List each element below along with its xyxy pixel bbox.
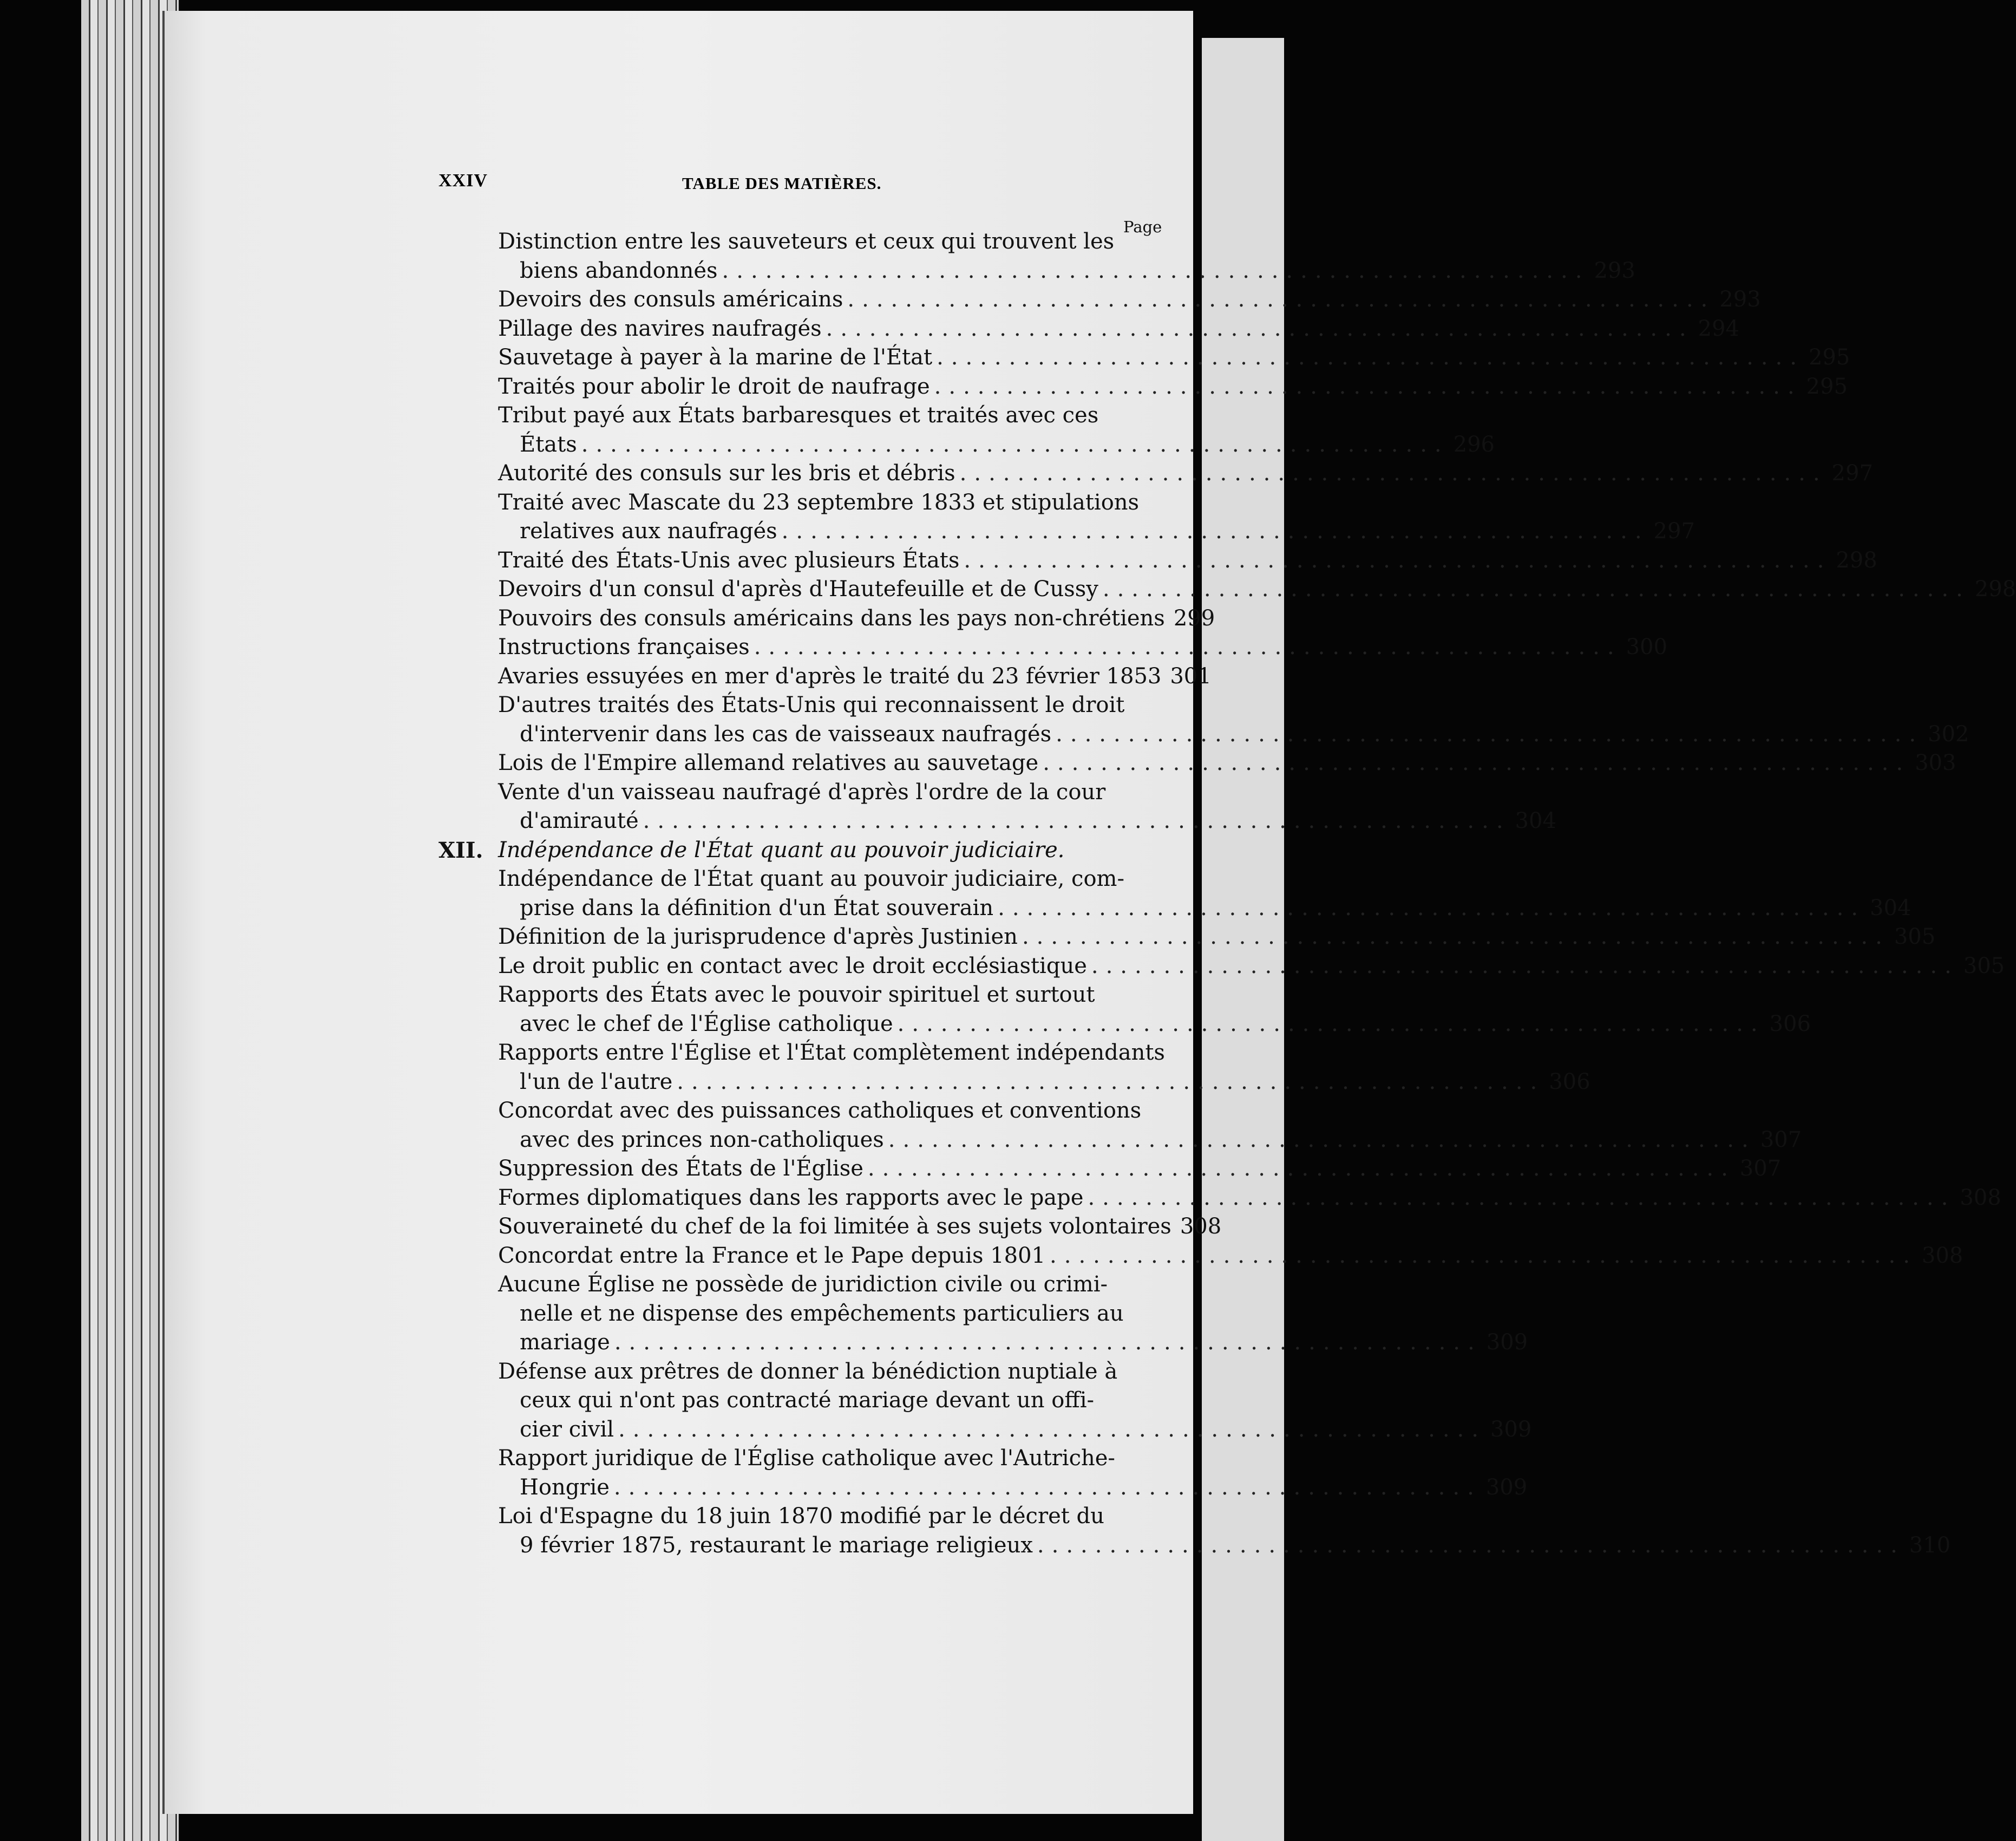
entry-line: Vente d'un vaisseau naufragé d'après l'ordre de la cour: [498, 779, 1106, 805]
leader-dots: ............................................................: [934, 374, 1802, 399]
entry-line: Définition de la jurisprudence d'après Justinien: [498, 924, 1018, 949]
leader-dots: ............................................................: [613, 1474, 1482, 1500]
toc-entry: [438, 952, 2005, 981]
entry-last-line: [498, 1068, 1590, 1097]
leader-dots: ............................................................: [1091, 953, 1959, 978]
entry-line: Rapport juridique de l'Église catholique avec l'Autriche-: [498, 1446, 1115, 1471]
entry-line: Indépendance de l'État quant au pouvoir judiciaire, com-: [498, 866, 1124, 891]
leader-dots: ............................................................: [754, 635, 1622, 660]
leader-dots: ............................................................: [1056, 721, 1924, 747]
page-number: 295: [1808, 345, 1850, 370]
leader-dots: ............................................................: [826, 316, 1694, 341]
page-number: 297: [1653, 519, 1695, 544]
leader-dots: ............................................................: [847, 287, 1716, 312]
toc-entry: [438, 343, 1850, 373]
page-number: 298: [1974, 577, 2016, 602]
page-number: 296: [1453, 432, 1495, 457]
page-number: 293: [1719, 287, 1761, 312]
toc-entry: [438, 1212, 1222, 1242]
page-number: 298: [1836, 547, 1877, 573]
toc-entry: [438, 1444, 1528, 1502]
toc-entry: [438, 749, 1956, 778]
entry-line: Rapports des États avec le pouvoir spirituel et surtout: [498, 982, 1095, 1007]
toc-entry: [438, 1357, 1532, 1445]
page-number: 299: [1173, 605, 1215, 631]
toc-entry: [438, 604, 1215, 634]
entry-line: Souveraineté du chef de la foi limitée à ses sujets volontaires: [498, 1214, 1171, 1239]
entry-line: Concordat entre la France et le Pape depuis 1801: [498, 1243, 1046, 1268]
entry-line: Pouvoirs des consuls américains dans les pays non-chrétiens: [498, 605, 1165, 631]
entry-line: Traité avec Mascate du 23 septembre 1833 et stipulations: [498, 489, 1140, 515]
toc-entry: [438, 633, 1667, 662]
leader-dots: ............................................................: [964, 547, 1832, 573]
entry-last-line: [498, 1415, 1532, 1445]
entry-line: biens abandonnés: [520, 258, 718, 283]
entry-last-line: [498, 1184, 2001, 1213]
leader-dots: ............................................................: [1050, 1243, 1917, 1268]
entry-line: Devoirs d'un consul d'après d'Hautefeuille et de Cussy: [498, 577, 1098, 602]
toc-entry: [438, 1154, 1782, 1184]
leader-dots: ............................................................: [867, 1156, 1736, 1181]
entry-last-line: [498, 1010, 1811, 1039]
page-number: 309: [1485, 1474, 1528, 1500]
page-number: 309: [1486, 1330, 1528, 1355]
page-number: 301: [1170, 663, 1212, 689]
toc-entry: [438, 373, 1848, 402]
toc-entry: [438, 662, 1212, 691]
entry-line: Traité des États-Unis avec plusieurs États: [498, 547, 960, 573]
leader-dots: ............................................................: [937, 345, 1804, 370]
entry-last-line: [498, 1328, 1528, 1357]
entry-last-line: [498, 285, 1761, 315]
entry-line: Formes diplomatiques dans les rapports avec le pape: [498, 1185, 1084, 1210]
page-number: 307: [1760, 1127, 1802, 1152]
leader-dots: ............................................................: [722, 258, 1590, 283]
entry-last-line: [498, 373, 1848, 402]
entry-last-line: [498, 1212, 1222, 1242]
entry-last-line: [498, 923, 1936, 952]
entry-last-line: [498, 546, 1877, 576]
entry-last-line: [498, 517, 1695, 546]
entry-line: Défense aux prêtres de donner la bénédiction nuptiale à: [498, 1359, 1118, 1384]
section-title: Indépendance de l'État quant au pouvoir judiciaire.: [498, 837, 1065, 863]
entry-last-line: [498, 1154, 1782, 1184]
running-header: [438, 171, 1158, 203]
folio: XXIV: [438, 171, 488, 191]
page-number: 308: [1180, 1214, 1222, 1239]
entry-line: Avaries essuyées en mer d'après le traité du 23 février 1853: [498, 663, 1162, 689]
entry-line: cier civil: [520, 1416, 614, 1442]
entry-line: Aucune Église ne possède de juridiction civile ou crimi-: [498, 1272, 1108, 1297]
toc-entry: [438, 546, 1877, 576]
entry-line: D'autres traités des États-Unis qui reconnaissent le droit: [498, 693, 1125, 717]
toc-entry: [438, 1242, 1963, 1271]
toc-entry: [438, 865, 1912, 923]
toc-entry: [438, 778, 1556, 836]
page-number: 307: [1739, 1156, 1782, 1181]
entry-line: États: [520, 432, 577, 457]
entry-line: Concordat avec des puissances catholiques et conventions: [498, 1098, 1142, 1123]
page-number: 306: [1549, 1069, 1590, 1094]
section-number: XII.: [438, 837, 483, 863]
leader-dots: ............................................................: [643, 808, 1511, 833]
leader-dots: ............................................................: [1022, 924, 1890, 949]
page-column-label: Page: [1123, 218, 1162, 236]
entry-last-line: [498, 315, 1739, 344]
entry-line: Suppression des États de l'Église: [498, 1156, 863, 1181]
page-number: 300: [1626, 635, 1667, 660]
entry-last-line: [498, 952, 2005, 981]
toc-entry: [438, 488, 1695, 546]
page-number: 305: [1894, 924, 1936, 949]
leader-dots: ............................................................: [614, 1330, 1482, 1355]
page-number: 302: [1928, 721, 1969, 747]
toc-entry: [438, 691, 1969, 749]
toc-entry: [438, 923, 1936, 952]
page-number: 297: [1831, 461, 1873, 486]
entry-line: prise dans la définition d'un État souverain: [520, 895, 994, 920]
entry-line: Hongrie: [520, 1474, 610, 1500]
toc-entry: [438, 1096, 1802, 1154]
entry-last-line: [498, 343, 1850, 373]
entry-line: d'intervenir dans les cas de vaisseaux naufragés: [520, 721, 1052, 747]
entry-line: Distinction entre les sauveteurs et ceux qui trouvent les: [498, 229, 1115, 254]
entry-line: Sauvetage à payer à la marine de l'État: [498, 345, 933, 370]
entry-line: avec le chef de l'Église catholique: [520, 1011, 893, 1036]
entry-last-line: [498, 894, 1912, 923]
leader-dots: ............................................................: [888, 1127, 1756, 1152]
entry-line: Loi d'Espagne du 18 juin 1870 modifié par le décret du: [498, 1504, 1104, 1529]
entry-line: nelle et ne dispense des empêchements particuliers au: [520, 1301, 1124, 1326]
entry-line: Pillage des navires naufragés: [498, 316, 822, 341]
leader-dots: ............................................................: [1043, 750, 1911, 775]
page-number: 306: [1769, 1011, 1811, 1036]
page-number: 310: [1909, 1532, 1951, 1558]
leader-dots: ............................................................: [1102, 577, 1971, 602]
entry-line: 9 février 1875, restaurant le mariage religieux: [520, 1532, 1033, 1558]
entry-line: Instructions françaises: [498, 635, 750, 660]
entry-line: mariage: [520, 1330, 610, 1355]
page-number: 305: [1963, 953, 2005, 978]
entry-line: d'amirauté: [520, 808, 639, 833]
page-number: 304: [1870, 895, 1912, 920]
entry-last-line: [498, 720, 1969, 749]
page-number: 293: [1594, 258, 1635, 283]
leader-dots: ............................................................: [897, 1011, 1765, 1036]
entry-line: Traités pour abolir le droit de naufrage: [498, 374, 930, 399]
leader-dots: ............................................................: [781, 519, 1650, 544]
entry-last-line: [498, 1126, 1802, 1155]
toc-entry: [438, 1039, 1590, 1096]
entry-last-line: [498, 459, 1873, 488]
entry-last-line: [498, 604, 1215, 634]
entry-line: ceux qui n'ont pas contracté mariage devant un offi-: [520, 1388, 1095, 1413]
page-number: 308: [1921, 1243, 1963, 1268]
entry-line: relatives aux naufragés: [520, 519, 777, 544]
toc-entry: [438, 1184, 2001, 1213]
toc-entry: [438, 401, 1495, 459]
toc-entry: [438, 575, 2016, 604]
toc-entry: [438, 1502, 1951, 1560]
toc-entry: [438, 315, 1739, 344]
entry-line: l'un de l'autre: [520, 1069, 673, 1094]
entry-line: Tribut payé aux États barbaresques et traités avec ces: [498, 403, 1099, 428]
entry-last-line: [498, 257, 1635, 286]
entry-line: Rapports entre l'Église et l'État complètement indépendants: [498, 1040, 1165, 1065]
toc-entry: [438, 981, 1811, 1039]
running-title: TABLE DES MATIÈRES.: [682, 174, 882, 193]
toc-entry: [438, 285, 1761, 315]
section-heading: [438, 836, 1158, 865]
leader-dots: ............................................................: [959, 461, 1828, 486]
entry-last-line: [498, 430, 1495, 460]
entry-last-line: [498, 1473, 1528, 1503]
entry-last-line: [498, 633, 1667, 662]
entry-last-line: [498, 1242, 1963, 1271]
page-number: 309: [1490, 1416, 1532, 1442]
entry-last-line: [498, 662, 1212, 691]
entry-line: Le droit public en contact avec le droit ecclésiastique: [498, 953, 1087, 978]
toc-entry: [438, 1270, 1528, 1357]
page-number: 304: [1515, 808, 1556, 833]
leader-dots: ............................................................: [677, 1069, 1545, 1094]
leader-dots: ............................................................: [618, 1416, 1486, 1442]
entry-last-line: [498, 1531, 1951, 1561]
leader-dots: ............................................................: [1037, 1532, 1905, 1558]
leader-dots: ............................................................: [998, 895, 1866, 920]
page-number: 308: [1960, 1185, 2001, 1210]
entry-line: Devoirs des consuls américains: [498, 287, 843, 312]
entry-last-line: [498, 575, 2016, 604]
entry-last-line: [498, 807, 1556, 836]
leader-dots: ............................................................: [581, 432, 1449, 457]
entry-last-line: [498, 749, 1956, 778]
toc-entry: [438, 459, 1873, 488]
page-number: 303: [1915, 750, 1956, 775]
page-number: 294: [1698, 316, 1739, 341]
entry-line: Autorité des consuls sur les bris et débris: [498, 461, 955, 486]
leader-dots: ............................................................: [1088, 1185, 1956, 1210]
page-number: 295: [1806, 374, 1848, 399]
entry-line: avec des princes non-catholiques: [520, 1127, 884, 1152]
entry-line: Lois de l'Empire allemand relatives au sauvetage: [498, 750, 1039, 775]
